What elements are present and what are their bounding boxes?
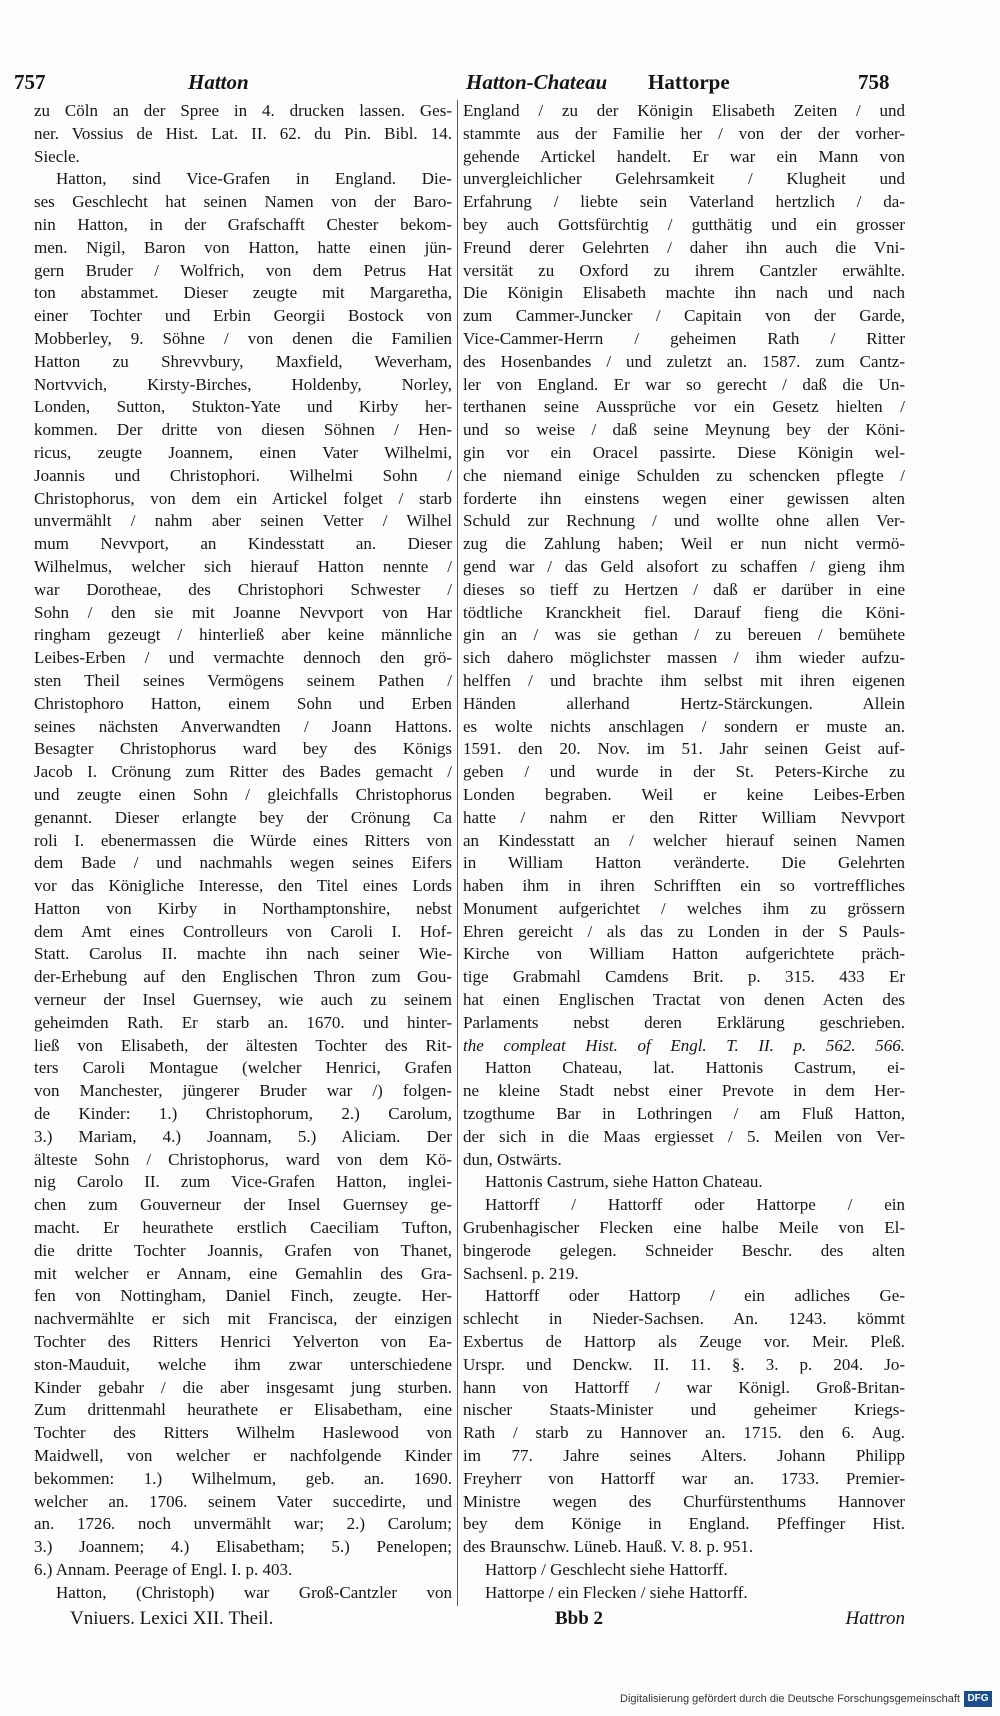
text-line: hat einen Englischen Tractat von denen Acten des [463,990,905,1010]
text-line: Hatton Chateau, lat. Hattonis Castrum, ei- [485,1058,905,1078]
text-line: Hattorpe / ein Flecken / siehe Hattorff. [485,1582,748,1602]
volume-signature: Vniuers. Lexici XII. Theil. [70,1608,274,1629]
text-line: Hatton zu Shrevvbury, Maxfield, Weverham, [34,351,452,371]
text-line: ses Geschlecht hat seinen Namen von der Baro- [34,192,452,212]
text-line: Schuld zur Rechnung / und wollte ohne allen Ver- [463,511,905,531]
text-line: ließ von Elisabeth, der ältesten Tochter des Rit- [34,1035,452,1055]
text-line: macht. Er heurathete erstlich Caeciliam Tufton, [34,1218,452,1238]
text-line: und zeugte einen Sohn / gleichfalls Christophorus [34,784,452,804]
left-text-column [34,100,452,1605]
text-line: unvermählt / nahm aber seinen Vetter / Wilhel [34,511,452,531]
text-line: ters Caroli Montague (welcher Henrici, Grafen [34,1058,452,1078]
text-line: Mobberley, 9. Söhne / von denen die Familien [34,328,452,348]
text-line: dieses so tieff zu Hertzen / daß er darüber in eine [463,579,905,599]
text-line: Christophoro Hatton, einem Sohn und Erben [34,693,452,713]
text-line: gehende Artickel handelt. Er war ein Mann von [463,146,905,166]
text-line: bey dem Könige in England. Pfeffinger Hist. [463,1514,905,1534]
text-line: gern Bruder / Wolfrich, von dem Petrus Hat [34,260,452,280]
text-line: Joannis und Christophori. Wilhelmi Sohn / [34,465,452,485]
text-line: ler von England. Er war so gerecht / daß die Un- [463,374,905,394]
text-line: an Kindesstatt an / welcher hierauf seinen Namen [463,830,905,850]
text-line: nischer Staats-Minister und geheimer Kriegs- [463,1400,905,1420]
text-line: sten Theil seines Vermögens seinem Pathen / [34,670,452,690]
text-line: es wolte nichts anschlagen / sondern er muste an. [463,716,905,736]
text-line: geheimden Rath. Er starb an. 1670. und hinter- [34,1012,452,1032]
text-line: ston-Mauduit, welche ihm zwar unterschiedene [34,1354,452,1374]
text-line: mum Nevvport, an Kindesstatt an. Dieser [34,534,452,554]
text-line: gin vor ein Oracel passirte. Diese Königin wel- [463,442,905,462]
text-line: Tochter des Ritters Henrici Yelverton von Ea- [34,1332,452,1352]
text-line: genannt. Dieser erlangte bey der Crönung Ca [34,807,452,827]
text-line: des Hosenbandes / und zuletzt an. 1587. zum Cantz- [463,351,905,371]
text-line: Freund derer Gelehrten / daher ihn auch die Vni- [463,237,905,257]
text-line: Leibes-Erben / und vermachte dennoch den grö- [34,648,452,668]
text-line: Londen begraben. Weil er keine Leibes-Erben [463,784,905,804]
text-line: Siecle. [34,146,80,166]
text-line: Hattorff oder Hattorp / ein adliches Ge- [485,1286,905,1306]
text-line: de Kinder: 1.) Christophorum, 2.) Carolum, [34,1104,452,1124]
page-number-left: 757 [14,70,46,94]
text-line: ricus, zeugte Joannem, einen Vater Wilhelmi, [34,442,452,462]
text-line: ton abstammet. Dieser zeugte mit Margaretha, [34,283,452,303]
text-line: hatte / nahm er den Ritter William Nevvport [463,807,905,827]
running-head-right-first: Hatton-Chateau [466,70,608,94]
text-line: mit welcher er Annam, eine Gemahlin des Gra- [34,1263,452,1283]
text-line: nin Hatton, in der Grafschafft Chester bekom- [34,214,452,234]
text-line: nachvermählte er sich mit Francisca, der einzigen [34,1309,452,1329]
text-line: helffen / und brachte ihm selbst mit ihren eigenen [463,670,905,690]
text-line: Exbertus de Hattorp als Zeuge vor. Meir. Pleß. [463,1332,905,1352]
column-divider [457,100,458,1606]
text-line: haben ihm in ihren Schrifften ein so vortreffliches [463,876,905,896]
text-line: Maidwell, von welcher er nachfolgende Kinder [34,1446,452,1466]
text-line: schlecht in Nieder-Sachsen. An. 1243. kömmt [463,1309,905,1329]
text-line: Hatton von Kirby in Northamptonshire, nebst [34,898,452,918]
text-line: Londen, Sutton, Stukton-Yate und Kirby her- [34,397,452,417]
text-line: Hatton, (Christoph) war Groß-Cantzler von [56,1582,452,1602]
text-line: men. Nigil, Baron von Hatton, hatte einen jün- [34,237,452,257]
text-line: Nortvvich, Kirsty-Birches, Holdenby, Norley, [34,374,452,394]
text-line: gend war / das Geld alsofort zu schaffen / gieng ihm [463,556,905,576]
text-line: der sich in die Maas ergiesset / 5. Meilen von Ver- [463,1126,905,1146]
text-line: nig Carolo II. zum Vice-Grafen Hatton, inglei- [34,1172,452,1192]
text-line: seines nächsten Anverwandten / Joann Hattons. [34,716,452,736]
text-line: Sachsenl. p. 219. [463,1263,579,1283]
catchword: Hattron [845,1608,905,1629]
text-line: 3.) Mariam, 4.) Joannam, 5.) Aliciam. Der [34,1126,452,1146]
text-line: die dritte Tochter Joannis, Grafen von Thanet, [34,1240,452,1260]
text-line: gin an / was sie gethan / zu bereuen / bemühete [463,625,905,645]
text-line: tige Grabmahl Camdens Brit. p. 315. 433 Er [463,967,905,987]
text-line: der-Erhebung auf den Englischen Thron zum Gou- [34,967,452,987]
text-line: Wilhelmus, welcher sich hierauf Hatton nennte / [34,556,452,576]
text-line: the compleat Hist. of Engl. T. II. p. 562. 566. [463,1035,905,1055]
text-line: Kinder gebahr / die aber insgesamt jung sturben. [34,1377,452,1397]
text-line: Urspr. und Denckw. II. 11. §. 3. p. 204. Jo- [463,1354,905,1374]
text-line: welcher an. 1706. seinem Vater succedirte, und [34,1491,452,1511]
running-head-right-last: Hattorpe [648,70,730,94]
text-line: Freyherr von Hattorff war an. 1733. Premier- [463,1468,905,1488]
text-line: und so weise / daß seine Meynung bey der Köni- [463,420,905,440]
text-line: war Dorotheae, des Christophori Schwester / [34,579,452,599]
text-line: sich dahero möglichster massen / ihm wieder aufzu- [463,648,905,668]
text-line: forderte ihn einstens wegen einer gewissen alten [463,488,905,508]
text-line: Hattorp / Geschlecht siehe Hattorff. [485,1560,728,1579]
text-line: Erfahrung / liebte sein Vaterland hertzlich / da- [463,192,905,212]
text-line: Statt. Carolus II. machte ihn nach seiner Wie- [34,944,452,964]
text-line: Händen allerhand Hertz-Stärckungen. Allein [463,693,905,713]
text-line: älteste Sohn / Christophorus, ward von dem Kö- [34,1149,452,1169]
text-line: Die Königin Elisabeth machte ihn nach und nach [463,283,905,303]
text-line: verneur der Insel Guernsey, wie auch zu seinem [34,990,452,1010]
text-line: bey auch Gottsfürchtig / gutthätig und ein grosser [463,214,905,234]
text-line: roli I. ebenermassen die Würde eines Ritters von [34,830,452,850]
text-line: zug die Zahlung haben; Weil er nun nicht vermö- [463,534,905,554]
text-line: hann von Hattorff / war Königl. Groß-Britan- [463,1377,905,1397]
digitization-credit: Digitalisierung gefördert durch die Deutsche Forschungsgemeinschaft [620,1693,960,1705]
text-line: einer Tochter und Erbin Georgii Bostock von [34,306,452,326]
text-line: unvergleichlicher Gelehrsamkeit / Klugheit und [463,169,905,189]
text-line: des Braunschw. Lüneb. Hauß. V. 8. p. 951. [463,1537,754,1557]
text-line: Sohn / den sie mit Joanne Nevvport von Har [34,602,452,622]
text-line: Jacob I. Crönung zum Ritter des Bades gemacht / [34,762,452,782]
text-line: tzogthume Bar in Lothringen / am Fluß Hatton, [463,1104,905,1124]
text-line: 6.) Annam. Peerage of Engl. I. p. 403. [34,1560,293,1579]
text-line: an. 1726. noch unvermählt war; 2.) Carolum; [34,1514,452,1534]
text-line: Christophorus, von dem ein Artickel folget / starb [34,488,452,508]
text-line: dem Amt eines Controlleurs von Caroli I. Hof- [34,921,452,941]
text-line: zum Cammer-Juncker / Capitain von der Garde, [463,306,905,326]
text-line: bingerode gelegen. Schneider Beschr. des alten [463,1240,905,1260]
text-line: Parlaments nebst deren Erklärung geschrieben. [463,1012,905,1032]
text-line: che niemand einige Schulden zu schencken pflegte / [463,465,905,485]
text-line: ne kleine Stadt nebst einer Prevote in dem Her- [463,1081,905,1101]
text-line: Vice-Cammer-Herrn / geheimen Rath / Ritter [463,328,905,348]
text-line: bekommen: 1.) Wilhelmum, geb. an. 1690. [34,1468,452,1488]
text-line: Hattonis Castrum, siehe Hatton Chateau. [485,1172,763,1192]
text-line: im 77. Jahre seines Alters. Johann Philipp [463,1446,905,1466]
text-line: versität zu Oxford zu ihrem Cantzler erwählte. [463,260,905,280]
page-number-right: 758 [858,70,890,94]
text-line: Grubenhagischer Flecken eine halbe Meile von El- [463,1218,905,1238]
text-line: terthanen seine Aussprüche vor ein Gesetz hielten / [463,397,905,417]
text-line: tödtliche Kranckheit fiel. Darauf fieng die Köni- [463,602,905,622]
text-line: Monument aufgerichtet / welches ihm zu grössern [463,898,905,918]
text-line: fen von Nottingham, Daniel Finch, zeugte. Her- [34,1286,452,1306]
text-line: 3.) Joannem; 4.) Elisabetham; 5.) Penelopen; [34,1537,452,1557]
text-line: zu Cöln an der Spree in 4. drucken lassen. Ges- [34,101,452,120]
text-line: Ministre wegen des Churfürstenthums Hannover [463,1491,905,1511]
text-line: stammte aus der Familie her / von der der vorher- [463,123,905,143]
dfg-logo: DFG [964,1691,992,1707]
text-line: Besagter Christophorus ward bey des Königs [34,739,452,759]
text-line: Hattorff / Hattorff oder Hattorpe / ein [485,1195,905,1215]
text-line: ringham gezeugt / hinterließ aber keine männliche [34,625,452,645]
sheet-signature: Bbb 2 [555,1608,604,1629]
running-head-left: Hatton [188,70,249,94]
text-line: Hatton, sind Vice-Grafen in England. Die- [56,169,452,189]
text-line: Rath / starb zu Hannover an. 1715. den 6. Aug. [463,1423,905,1443]
text-line: chen zum Gouverneur der Insel Guernsey ge- [34,1195,452,1215]
text-line: vor das Königliche Interesse, den Titel eines Lords [34,876,452,896]
text-line: Kirche von William Hatton aufgerichtete präch- [463,944,905,964]
text-line: von Manchester, jüngerer Bruder war /) folgen- [34,1081,452,1101]
text-line: geben / und wurde in der St. Peters-Kirche zu [463,762,905,782]
text-line: 1591. den 20. Nov. im 51. Jahr seinen Geist auf- [463,739,905,759]
text-line: Zum drittenmahl heurathete er Elisabetham, eine [34,1400,452,1420]
text-line: Tochter des Ritters Wilhelm Haslewood von [34,1423,452,1443]
text-line: England / zu der Königin Elisabeth Zeiten / und [463,101,905,120]
text-line: ner. Vossius de Hist. Lat. II. 62. du Pin. Bibl. 14. [34,123,452,143]
text-line: kommen. Der dritte von diesen Söhnen / Hen- [34,420,452,440]
text-line: Ehren gereicht / als das zu Londen in der S Pauls- [463,921,905,941]
text-line: dun, Ostwärts. [463,1149,562,1169]
right-text-column [463,100,905,1605]
text-line: in William Hatton veränderte. Die Gelehrten [463,853,905,873]
text-line: dem Bade / und nachmahls wegen seines Eifers [34,853,452,873]
